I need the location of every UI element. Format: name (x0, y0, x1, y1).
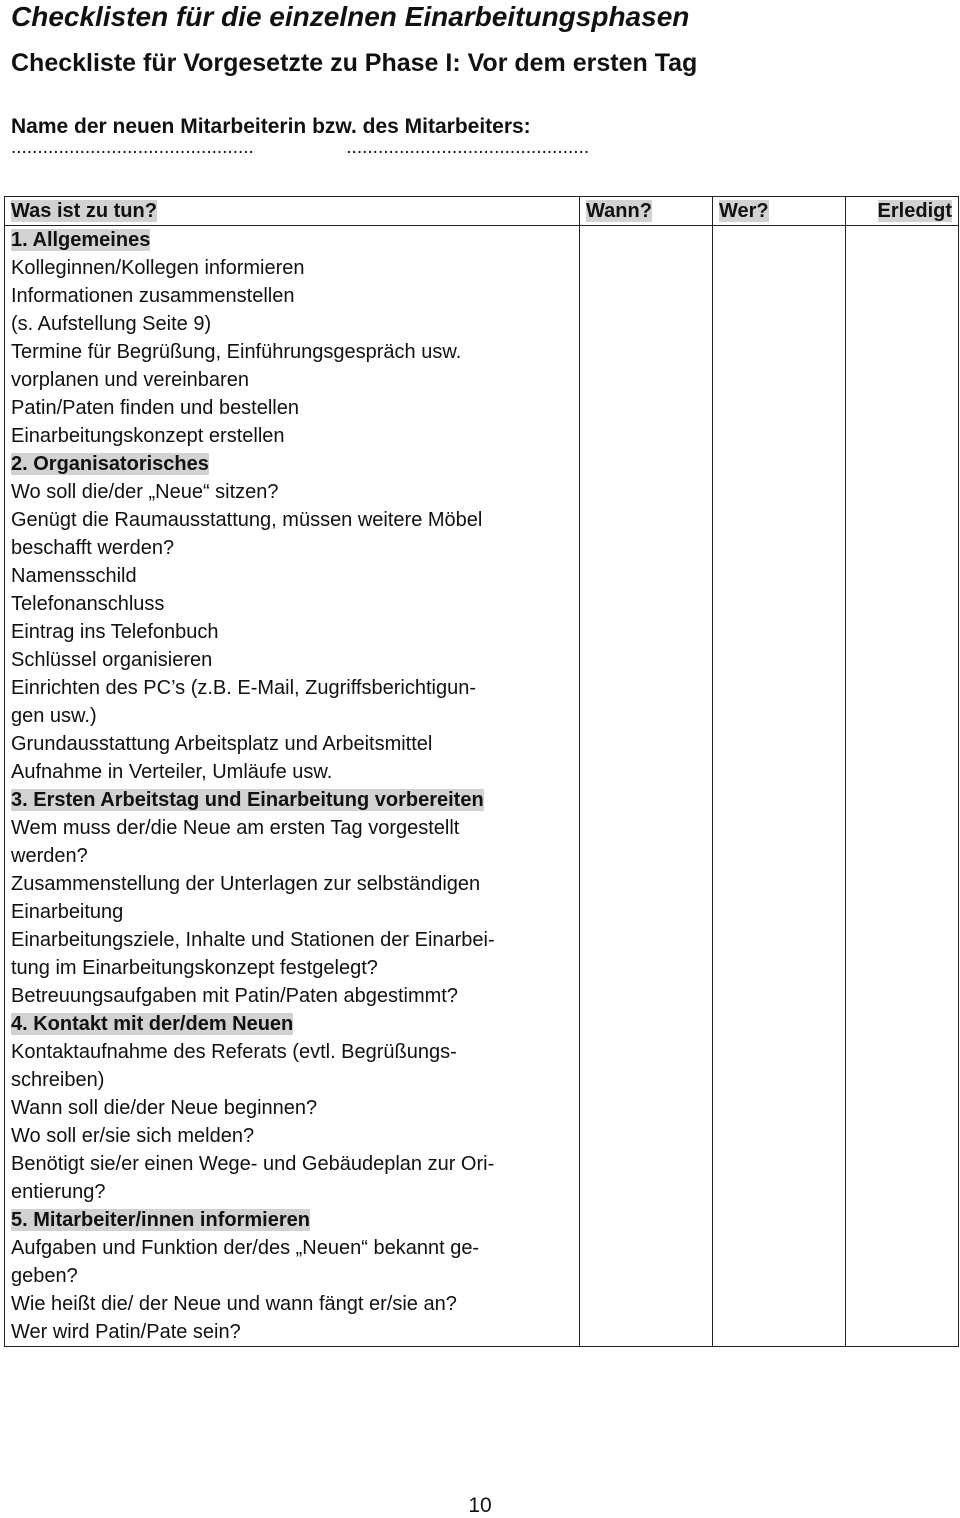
section-heading-label: 2. Organisatorisches (11, 453, 209, 475)
table-row (5, 562, 959, 590)
done-cell[interactable] (846, 450, 959, 478)
table-row (5, 618, 959, 646)
done-cell[interactable] (846, 1010, 959, 1038)
who-cell[interactable] (713, 814, 846, 870)
section-heading-label: 5. Mitarbeiter/innen informieren (11, 1209, 310, 1231)
who-cell[interactable] (713, 1038, 846, 1094)
task-cell (5, 282, 580, 338)
table-row (5, 1318, 959, 1347)
who-cell[interactable] (713, 982, 846, 1010)
when-cell[interactable] (580, 674, 713, 730)
table-row (5, 478, 959, 506)
section-heading-row (5, 1010, 959, 1038)
who-cell[interactable] (713, 450, 846, 478)
task-cell (5, 982, 580, 1010)
done-cell[interactable] (846, 226, 959, 255)
table-row (5, 254, 959, 282)
name-dots-first: .............................................. (11, 137, 254, 158)
table-row (5, 1150, 959, 1206)
who-cell[interactable] (713, 1122, 846, 1150)
done-cell[interactable] (846, 786, 959, 814)
task-cell (5, 1038, 580, 1094)
task-cell (5, 1290, 580, 1318)
task-label: Wer wird Patin/Pate sein? (11, 1321, 241, 1343)
task-label: Zusammenstellung der Unterlagen zur selbständigen Einarbeitung (11, 873, 481, 923)
table-row (5, 674, 959, 730)
table-row (5, 1038, 959, 1094)
section-heading-label: 3. Ersten Arbeitstag und Einarbeitung vorbereiten (11, 789, 484, 811)
task-cell (5, 422, 580, 450)
who-cell[interactable] (713, 282, 846, 338)
who-cell[interactable] (713, 254, 846, 282)
table-row (5, 646, 959, 674)
task-label: Genügt die Raumausstattung, müssen weitere Möbel beschafft werden? (11, 509, 483, 559)
who-cell[interactable] (713, 1010, 846, 1038)
when-cell[interactable] (580, 394, 713, 422)
employee-name-label: Name der neuen Mitarbeiterin bzw. des Mitarbeiters: (11, 115, 531, 138)
checklist-table (4, 196, 959, 1347)
task-label: Aufnahme in Verteiler, Umläufe usw. (11, 761, 333, 783)
when-cell[interactable] (580, 422, 713, 450)
task-cell (5, 870, 580, 926)
who-cell[interactable] (713, 562, 846, 590)
task-label: Einarbeitungsziele, Inhalte und Stationen der Einarbei- tung im Einarbeitungskonzept festgelegt? (11, 929, 495, 979)
col-header-done: Erledigt (846, 197, 959, 226)
task-label: Wem muss der/die Neue am ersten Tag vorgestellt werden? (11, 817, 460, 867)
who-cell[interactable] (713, 870, 846, 926)
checklist-subtitle: Checkliste für Vorgesetzte zu Phase I: Vor dem ersten Tag (11, 49, 698, 77)
done-cell[interactable] (846, 926, 959, 982)
who-cell[interactable] (713, 1290, 846, 1318)
col-header-task: Was ist zu tun? (5, 197, 580, 226)
done-cell[interactable] (846, 730, 959, 758)
when-cell[interactable] (580, 338, 713, 394)
when-cell[interactable] (580, 786, 713, 814)
who-cell[interactable] (713, 226, 846, 255)
who-cell[interactable] (713, 478, 846, 506)
task-label: Benötigt sie/er einen Wege- und Gebäudeplan zur Ori- entierung? (11, 1153, 495, 1203)
done-cell[interactable] (846, 758, 959, 786)
when-cell[interactable] (580, 926, 713, 982)
table-row (5, 814, 959, 870)
who-cell[interactable] (713, 338, 846, 394)
task-cell (5, 730, 580, 758)
done-cell[interactable] (846, 478, 959, 506)
col-header-when: Wann? (580, 197, 713, 226)
when-cell[interactable] (580, 226, 713, 255)
task-cell (5, 254, 580, 282)
task-label: Einrichten des PC’s (z.B. E-Mail, Zugriffsberichtigun- gen usw.) (11, 677, 476, 727)
when-cell[interactable] (580, 1234, 713, 1290)
section-heading-row (5, 1206, 959, 1234)
task-label: Namensschild (11, 565, 137, 587)
who-cell[interactable] (713, 506, 846, 562)
who-cell[interactable] (713, 674, 846, 730)
task-cell (5, 1234, 580, 1290)
done-cell[interactable] (846, 282, 959, 338)
task-label: Betreuungsaufgaben mit Patin/Paten abgestimmt? (11, 985, 458, 1007)
task-label: Einarbeitungskonzept erstellen (11, 425, 285, 447)
done-cell[interactable] (846, 1122, 959, 1150)
col-header-who: Wer? (713, 197, 846, 226)
table-row (5, 870, 959, 926)
table-row (5, 982, 959, 1010)
section-heading-row (5, 786, 959, 814)
section-heading (5, 450, 580, 478)
section-heading-row (5, 450, 959, 478)
task-label: Aufgaben und Funktion der/des „Neuen“ bekannt ge- geben? (11, 1237, 480, 1287)
table-row (5, 1234, 959, 1290)
who-cell[interactable] (713, 1094, 846, 1122)
task-cell (5, 646, 580, 674)
who-cell[interactable] (713, 1206, 846, 1234)
done-cell[interactable] (846, 982, 959, 1010)
when-cell[interactable] (580, 730, 713, 758)
table-row (5, 730, 959, 758)
task-cell (5, 926, 580, 982)
when-cell[interactable] (580, 450, 713, 478)
who-cell[interactable] (713, 758, 846, 786)
table-row (5, 926, 959, 982)
task-label: Eintrag ins Telefonbuch (11, 621, 219, 643)
task-cell (5, 674, 580, 730)
done-cell[interactable] (846, 590, 959, 618)
when-cell[interactable] (580, 758, 713, 786)
when-cell[interactable] (580, 282, 713, 338)
when-cell[interactable] (580, 1318, 713, 1347)
when-cell[interactable] (580, 1038, 713, 1094)
done-cell[interactable] (846, 870, 959, 926)
task-label: Wo soll er/sie sich melden? (11, 1125, 255, 1147)
task-label: Patin/Paten finden und bestellen (11, 397, 299, 419)
task-label: Schlüssel organisieren (11, 649, 213, 671)
when-cell[interactable] (580, 254, 713, 282)
who-cell[interactable] (713, 646, 846, 674)
when-cell[interactable] (580, 618, 713, 646)
table-header-row (5, 197, 959, 226)
task-label: Wann soll die/der Neue beginnen? (11, 1097, 318, 1119)
table-row (5, 1290, 959, 1318)
document-title: Checklisten für die einzelnen Einarbeitungsphasen (11, 1, 690, 32)
done-cell[interactable] (846, 394, 959, 422)
when-cell[interactable] (580, 478, 713, 506)
task-cell (5, 562, 580, 590)
task-cell (5, 618, 580, 646)
table-row (5, 506, 959, 562)
task-cell (5, 506, 580, 562)
who-cell[interactable] (713, 1234, 846, 1290)
when-cell[interactable] (580, 982, 713, 1010)
section-heading-label: 4. Kontakt mit der/dem Neuen (11, 1013, 294, 1035)
page-number: 10 (468, 1494, 492, 1517)
done-cell[interactable] (846, 618, 959, 646)
who-cell[interactable] (713, 1150, 846, 1206)
done-cell[interactable] (846, 422, 959, 450)
done-cell[interactable] (846, 1150, 959, 1206)
task-cell (5, 338, 580, 394)
table-row (5, 282, 959, 338)
done-cell[interactable] (846, 254, 959, 282)
done-cell[interactable] (846, 814, 959, 870)
done-cell[interactable] (846, 338, 959, 394)
done-cell[interactable] (846, 1038, 959, 1094)
task-cell (5, 394, 580, 422)
done-cell[interactable] (846, 1234, 959, 1290)
task-cell (5, 1094, 580, 1122)
task-cell (5, 1318, 580, 1347)
task-cell (5, 478, 580, 506)
section-heading (5, 786, 580, 814)
task-label: Termine für Begrüßung, Einführungsgespräch usw. vorplanen und vereinbaren (11, 341, 462, 391)
when-cell[interactable] (580, 1094, 713, 1122)
section-heading (5, 226, 580, 255)
section-heading-label: 1. Allgemeines (11, 229, 151, 251)
done-cell[interactable] (846, 1290, 959, 1318)
when-cell[interactable] (580, 1122, 713, 1150)
when-cell[interactable] (580, 1206, 713, 1234)
when-cell[interactable] (580, 506, 713, 562)
who-cell[interactable] (713, 590, 846, 618)
who-cell[interactable] (713, 618, 846, 646)
who-cell[interactable] (713, 394, 846, 422)
table-row (5, 394, 959, 422)
done-cell[interactable] (846, 562, 959, 590)
when-cell[interactable] (580, 870, 713, 926)
task-cell (5, 814, 580, 870)
table-row (5, 758, 959, 786)
when-cell[interactable] (580, 1150, 713, 1206)
when-cell[interactable] (580, 814, 713, 870)
done-cell[interactable] (846, 1094, 959, 1122)
done-cell[interactable] (846, 674, 959, 730)
table-row (5, 1122, 959, 1150)
table-row (5, 338, 959, 394)
task-label: Wo soll die/der „Neue“ sitzen? (11, 481, 279, 503)
when-cell[interactable] (580, 590, 713, 618)
task-cell (5, 590, 580, 618)
when-cell[interactable] (580, 646, 713, 674)
done-cell[interactable] (846, 506, 959, 562)
task-cell (5, 1122, 580, 1150)
done-cell[interactable] (846, 1318, 959, 1347)
task-label: Grundausstattung Arbeitsplatz und Arbeitsmittel (11, 733, 433, 755)
task-label: Kontaktaufnahme des Referats (evtl. Begrüßungs- schreiben) (11, 1041, 457, 1091)
who-cell[interactable] (713, 1318, 846, 1347)
done-cell[interactable] (846, 1206, 959, 1234)
who-cell[interactable] (713, 422, 846, 450)
employee-name-field[interactable] (11, 137, 589, 160)
section-heading (5, 1010, 580, 1038)
task-cell (5, 758, 580, 786)
who-cell[interactable] (713, 926, 846, 982)
when-cell[interactable] (580, 1010, 713, 1038)
task-label: Wie heißt die/ der Neue und wann fängt er/sie an? (11, 1293, 457, 1315)
task-cell (5, 1150, 580, 1206)
task-label: Kolleginnen/Kollegen informieren (11, 257, 305, 279)
when-cell[interactable] (580, 562, 713, 590)
who-cell[interactable] (713, 730, 846, 758)
task-label: Informationen zusammenstellen (s. Aufstellung Seite 9) (11, 285, 295, 335)
who-cell[interactable] (713, 786, 846, 814)
name-dots-last: .............................................. (346, 137, 590, 158)
section-heading-row (5, 226, 959, 255)
table-row (5, 1094, 959, 1122)
section-heading (5, 1206, 580, 1234)
when-cell[interactable] (580, 1290, 713, 1318)
task-label: Telefonanschluss (11, 593, 165, 615)
done-cell[interactable] (846, 646, 959, 674)
table-row (5, 422, 959, 450)
table-row (5, 590, 959, 618)
